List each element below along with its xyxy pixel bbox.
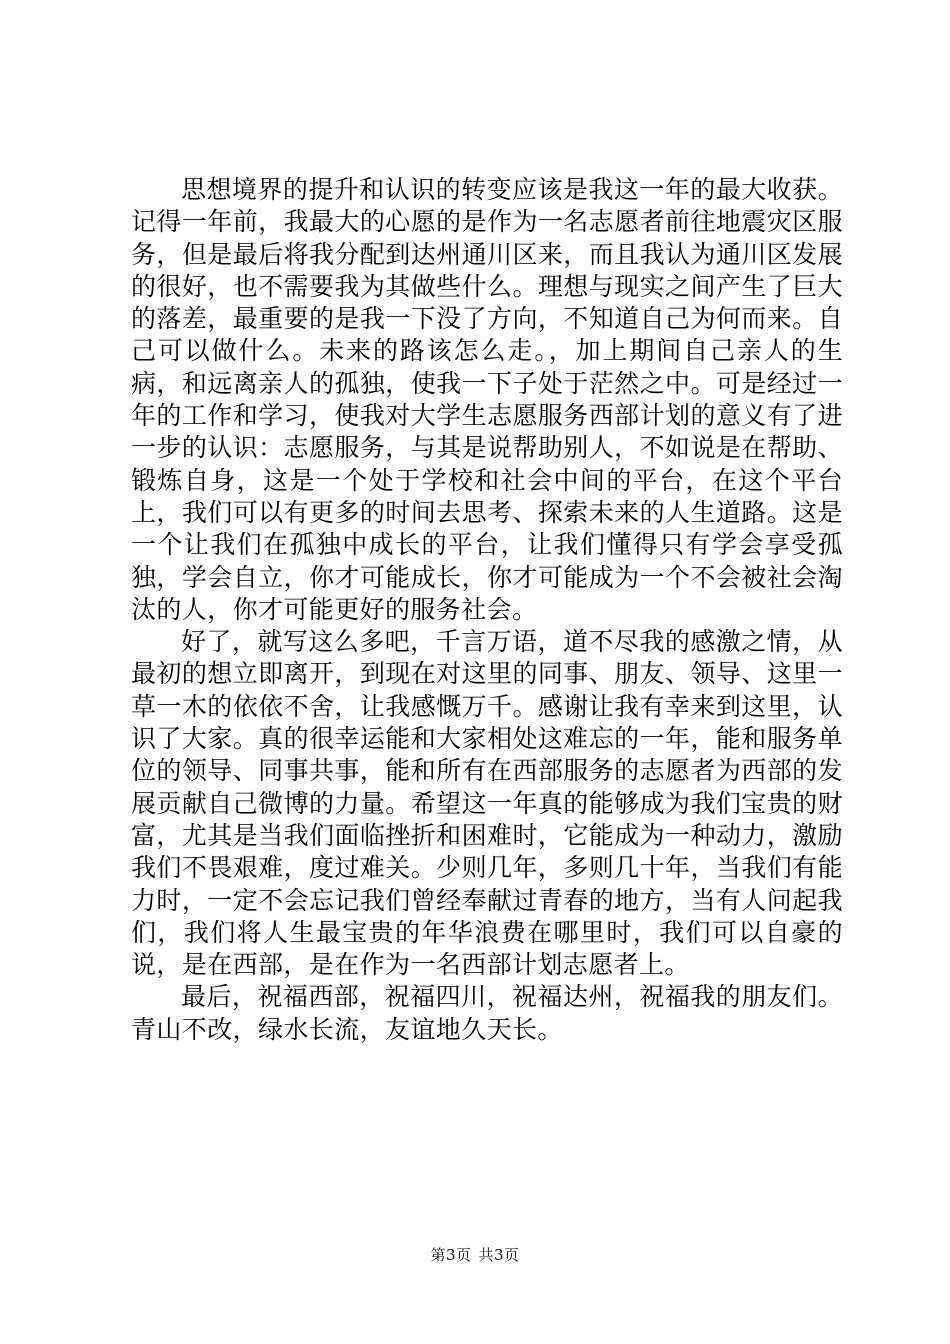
paragraph-2: 好了，就写这么多吧，千言万语，道不尽我的感激之情，从最初的想立即离开，到现在对这里的同事、朋友、领导、这里一草一木的依依不舍，让我感慨万千。感谢让我有幸来到这里，认识了大家。真的很幸运能和大家相处这难忘的一年，能和服务单位的领导、同事共事，能和所有在西部服务的志愿者为西部的发展贡献自己微博的力量。希望这一年真的能够成为我们宝贵的财富，尤其是当我们面临挫折和困难时，它能成为一种动力，激励我们不畏艰难，度过难关。少则几年，多则几十年，当我们有能力时，一定不会忘记我们曾经奉献过青春的地方，当有人问起我们，我们将人生最宝贵的年华浪费在哪里时，我们可以自豪的说，是在西部，是在作为一名西部计划志愿者上。 <box>131 627 843 980</box>
document-body <box>131 174 843 1046</box>
paragraph-3: 最后，祝福西部，祝福四川，祝福达州，祝福我的朋友们。青山不改，绿水长流，友谊地久天长。 <box>131 982 843 1044</box>
page-footer <box>0 1245 950 1265</box>
page-number: 第3页 <box>430 1246 472 1264</box>
paragraph-1: 思想境界的提升和认识的转变应该是我这一年的最大收获。记得一年前，我最大的心愿的是作为一名志愿者前往地震灾区服务，但是最后将我分配到达州通川区来，而且我认为通川区发展的很好，也不需要我为其做些什么。理想与现实之间产生了巨大的落差，最重要的是我一下没了方向，不知道自己为何而来。自己可以做什么。未来的路该怎么走。，加上期间自己亲人的生病，和远离亲人的孤独，使我一下子处于茫然之中。可是经过一年的工作和学习，使我对大学生志愿服务西部计划的意义有了进一步的认识：志愿服务，与其是说帮助别人，不如说是在帮助、锻炼自身，这是一个处于学校和社会中间的平台，在这个平台上，我们可以有更多的时间去思考、探索未来的人生道路。这是一个让我们在孤独中成长的平台，让我们懂得只有学会享受孤独，学会自立，你才可能成长，你才可能成为一个不会被社会淘汰的人，你才可能更好的服务社会。 <box>131 175 843 624</box>
page-total: 共3页 <box>478 1246 520 1264</box>
